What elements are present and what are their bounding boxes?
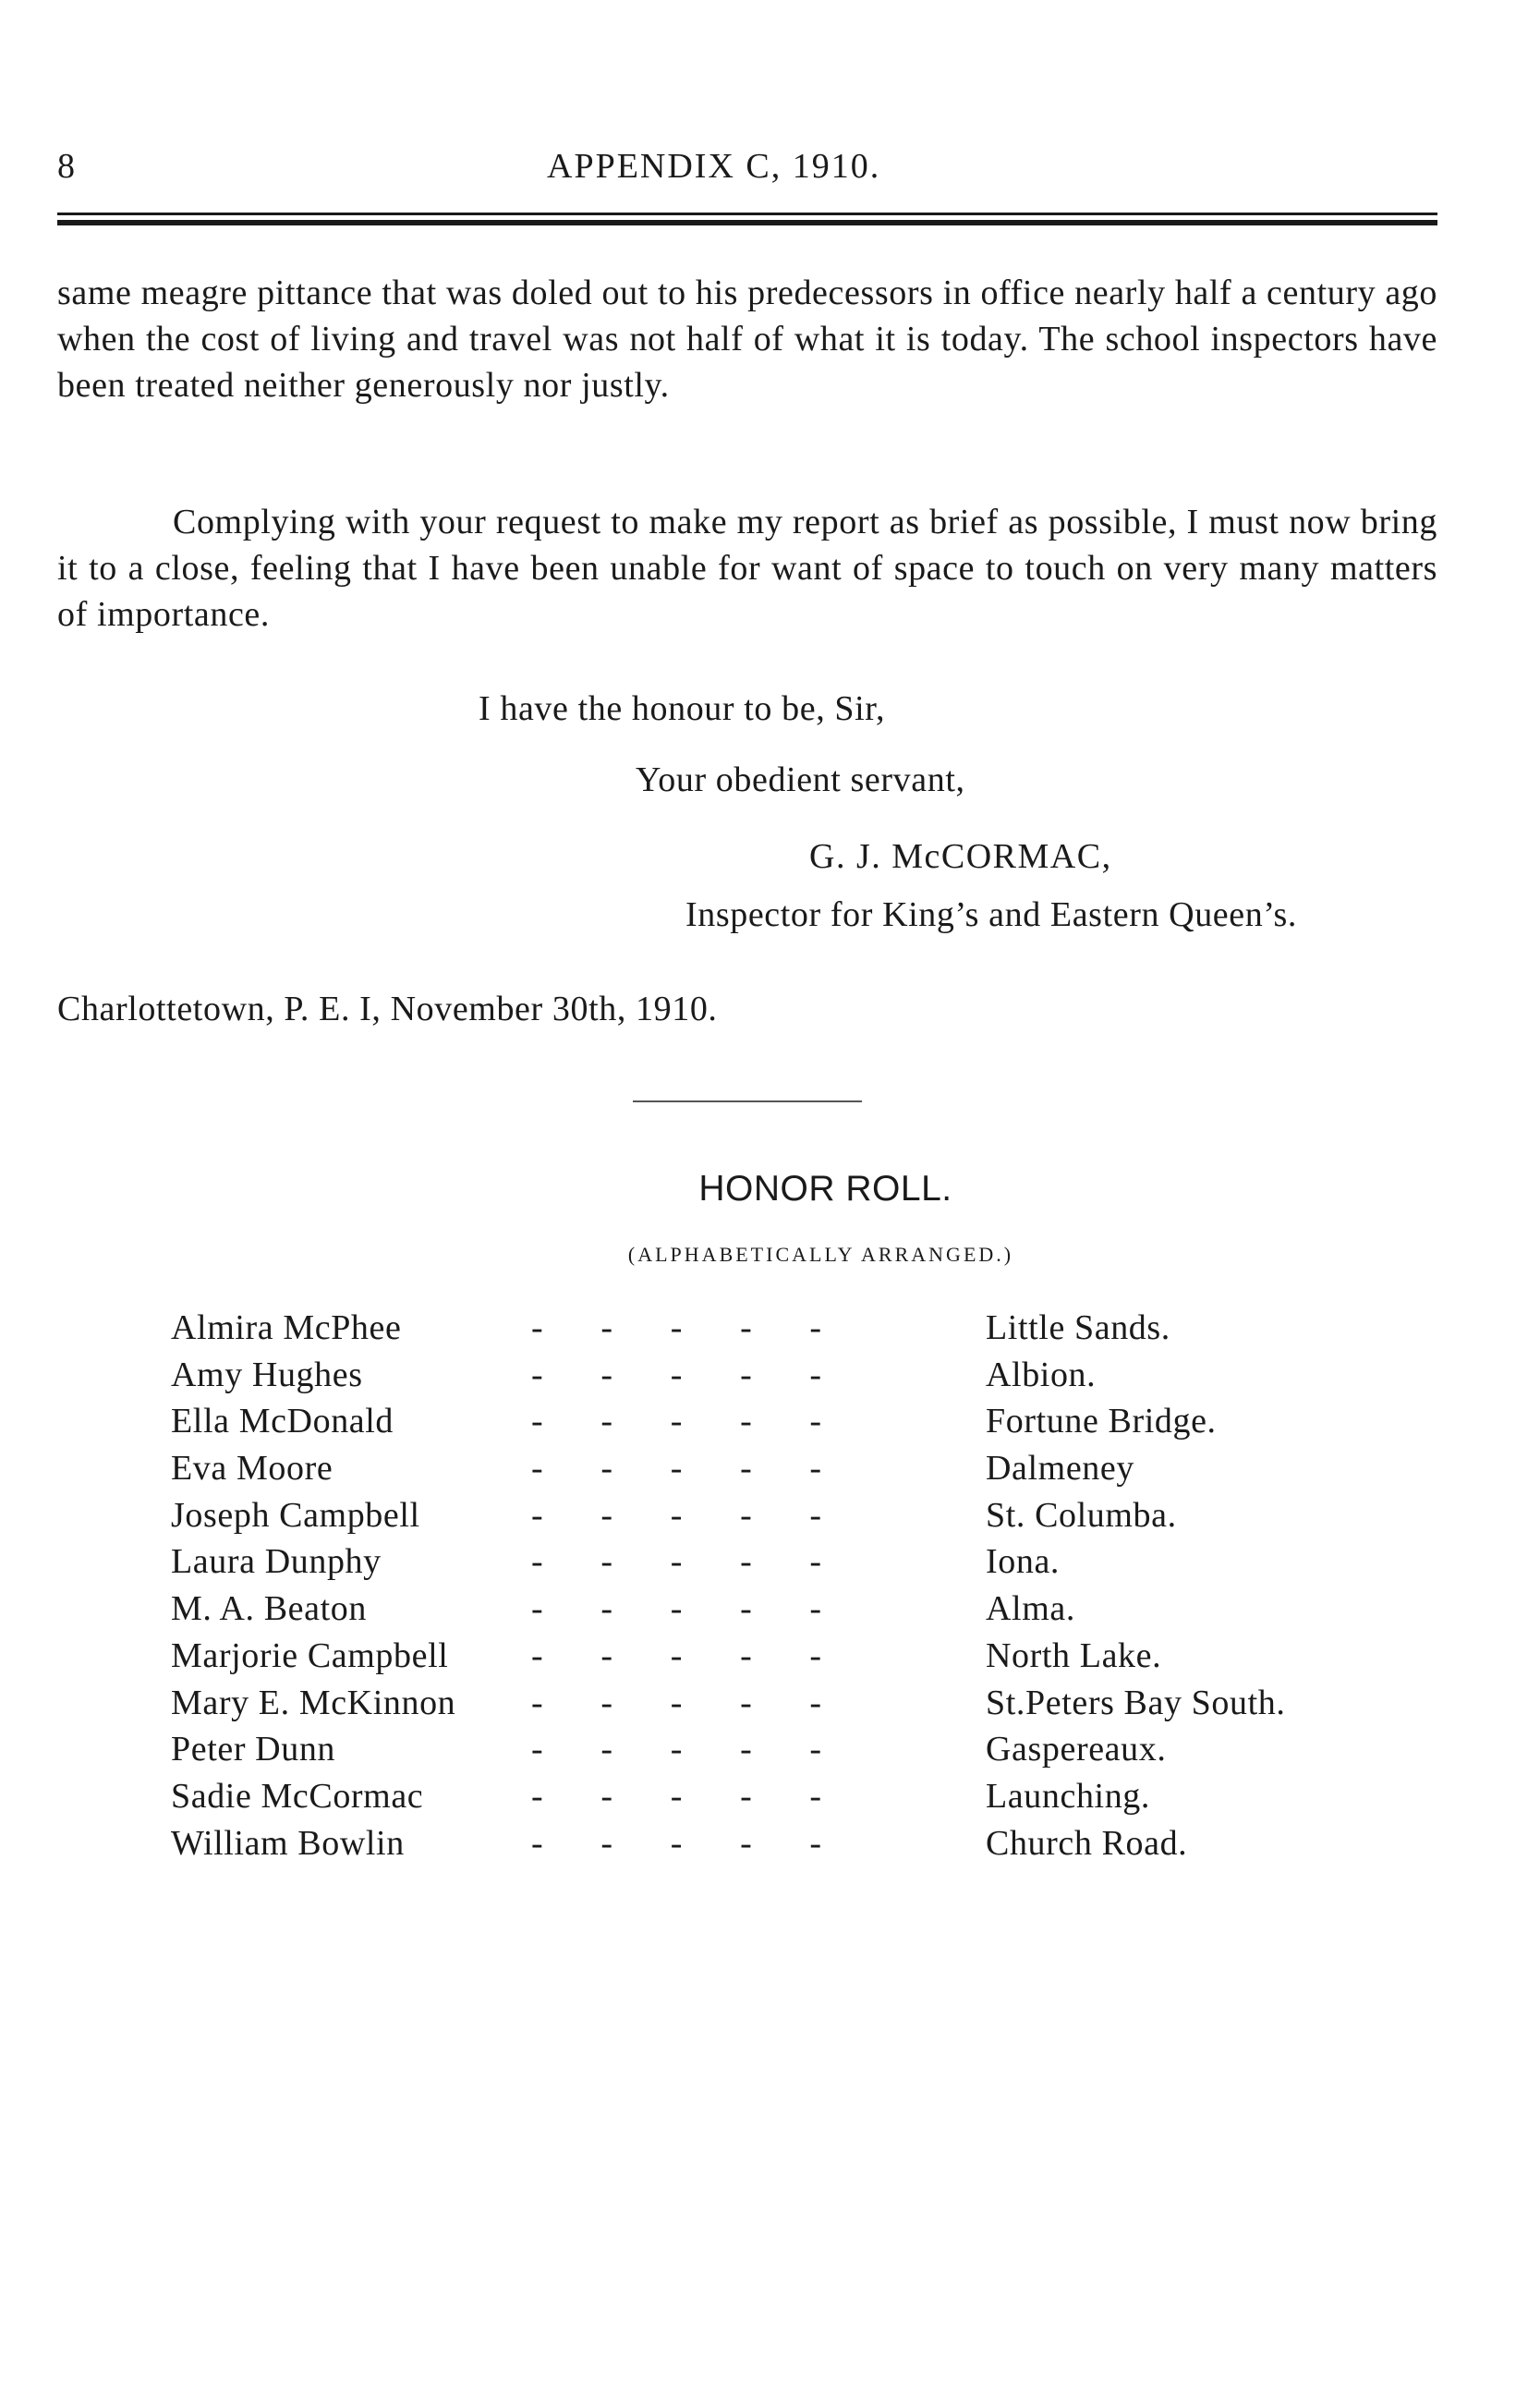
honor-roll-student-name: Ella McDonald — [171, 1402, 394, 1441]
honor-roll-student-name: Sadie McCormac — [171, 1776, 424, 1816]
paragraph-closing-remarks: Complying with your request to make my report as brief as possible, I must now bring it to a close, feeling that I have been unable for want of space to touch on very many matters of importance. — [57, 503, 1437, 634]
honor-roll-leader-dashes: - - - - - — [531, 1495, 822, 1535]
header-rule-thick — [57, 220, 1437, 225]
closing-salutation: I have the honour to be, Sir, — [479, 689, 886, 728]
honor-roll-school-place: Fortune Bridge. — [986, 1402, 1217, 1441]
honor-roll-entry — [171, 1352, 1372, 1399]
signatory-title: Inspector for King’s and Eastern Queen’s. — [685, 895, 1297, 934]
honor-roll-entry — [171, 1538, 1372, 1586]
signatory-name: G. J. McCORMAC, — [809, 837, 1112, 876]
closing-valediction: Your obedient servant, — [636, 760, 965, 799]
honor-roll-entry — [171, 1680, 1372, 1727]
honor-roll-entry — [171, 1398, 1372, 1445]
running-title: APPENDIX C, 1910. — [547, 147, 881, 186]
running-header — [57, 146, 1437, 192]
honor-roll-student-name: Mary E. McKinnon — [171, 1683, 456, 1722]
honor-roll-student-name: Amy Hughes — [171, 1355, 363, 1394]
honor-roll-student-name: Peter Dunn — [171, 1730, 336, 1769]
honor-roll-entry — [171, 1445, 1372, 1492]
honor-roll-student-name: Marjorie Campbell — [171, 1635, 449, 1675]
honor-roll-school-place: North Lake. — [986, 1635, 1162, 1675]
honor-roll-entry — [171, 1820, 1372, 1867]
honor-roll-school-place: Launching. — [986, 1776, 1151, 1816]
honor-roll-student-name: Joseph Campbell — [171, 1495, 420, 1535]
honor-roll-leader-dashes: - - - - - — [531, 1683, 822, 1722]
honor-roll-list — [171, 1305, 1372, 1866]
honor-roll-leader-dashes: - - - - - — [531, 1308, 822, 1347]
honor-roll-entry — [171, 1586, 1372, 1633]
section-separator — [633, 1100, 862, 1102]
honor-roll-leader-dashes: - - - - - — [531, 1730, 822, 1769]
honor-roll-school-place: Gaspereaux. — [986, 1730, 1167, 1769]
header-rule-thin — [57, 213, 1437, 215]
honor-roll-school-place: St.Peters Bay South. — [986, 1683, 1286, 1722]
honor-roll-leader-dashes: - - - - - — [531, 1402, 822, 1441]
honor-roll-entry — [171, 1305, 1372, 1352]
honor-roll-subheading: (ALPHABETICALLY ARRANGED.) — [627, 1243, 1014, 1266]
honor-roll-heading: HONOR ROLL. — [698, 1169, 952, 1209]
honor-roll-leader-dashes: - - - - - — [531, 1635, 822, 1675]
honor-roll-school-place: Church Road. — [986, 1823, 1188, 1863]
honor-roll-entry — [171, 1726, 1372, 1773]
honor-roll-leader-dashes: - - - - - — [531, 1449, 822, 1489]
honor-roll-student-name: M. A. Beaton — [171, 1589, 367, 1629]
paragraph-continuation: same meagre pittance that was doled out to his predecessors in office nearly half a century ago when the cost of living and travel was not half of what it is today. The school inspectors have been treated neither generously nor justly. — [57, 274, 1437, 405]
honor-roll-school-place: Little Sands. — [986, 1308, 1170, 1347]
honor-roll-entry — [171, 1492, 1372, 1539]
honor-roll-entry — [171, 1633, 1372, 1680]
honor-roll-student-name: Almira McPhee — [171, 1308, 402, 1347]
place-and-date: Charlottetown, P. E. I, November 30th, 1910. — [57, 990, 718, 1028]
honor-roll-school-place: Albion. — [986, 1355, 1097, 1394]
page-number: 8 — [57, 147, 77, 186]
honor-roll-leader-dashes: - - - - - — [531, 1776, 822, 1816]
honor-roll-student-name: William Bowlin — [171, 1823, 405, 1863]
honor-roll-school-place: Dalmeney — [986, 1449, 1134, 1489]
honor-roll-school-place: Alma. — [986, 1589, 1075, 1629]
honor-roll-leader-dashes: - - - - - — [531, 1542, 822, 1582]
honor-roll-leader-dashes: - - - - - — [531, 1823, 822, 1863]
honor-roll-student-name: Eva Moore — [171, 1449, 333, 1489]
honor-roll-school-place: St. Columba. — [986, 1495, 1177, 1535]
honor-roll-school-place: Iona. — [986, 1542, 1061, 1582]
honor-roll-entry — [171, 1773, 1372, 1820]
honor-roll-student-name: Laura Dunphy — [171, 1542, 382, 1582]
honor-roll-leader-dashes: - - - - - — [531, 1589, 822, 1629]
honor-roll-leader-dashes: - - - - - — [531, 1355, 822, 1394]
